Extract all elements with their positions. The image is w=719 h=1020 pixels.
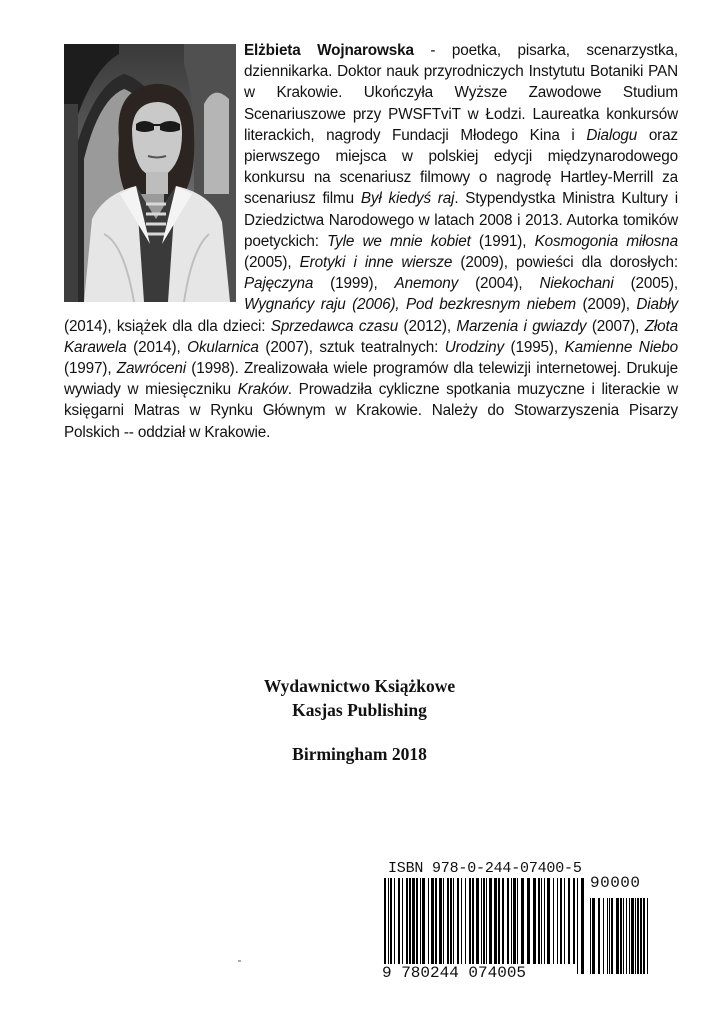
barcode-bar <box>457 878 459 964</box>
bio-segment: (1998). Zrealizowała wiele programów dla telewizji internetowej. Drukuje wywiady w miesięczniku <box>64 360 678 399</box>
barcode-addon-bar <box>607 898 608 974</box>
barcode-bar <box>483 878 485 974</box>
bio-title: Wygnańcy raju (2006), Pod bezkresnym niebem <box>244 296 576 314</box>
barcode-bars <box>378 878 653 978</box>
barcode-addon-bar <box>611 898 613 974</box>
author-name: Elżbieta Wojnarowska <box>244 42 414 59</box>
barcode-bar <box>489 878 492 964</box>
barcode-bar <box>447 878 449 964</box>
barcode-bar <box>435 878 437 964</box>
barcode-addon-bar <box>640 898 642 974</box>
barcode-digits: 9 780244 074005 <box>382 964 527 982</box>
barcode-bar <box>409 878 411 964</box>
author-bio <box>64 40 678 443</box>
bio-title: Diabły <box>636 296 678 314</box>
barcode-bar <box>521 878 524 964</box>
bio-segment: . Stypendystka Ministra Kultury i Dziedzictwa Narodowego w latach 2008 i 2013. Autorka tomików poetyckich: <box>244 190 678 250</box>
bio-segment: (2004), <box>458 275 540 293</box>
bio-segment: (1997), <box>64 360 117 378</box>
bio-title: Pajęczyna <box>244 275 314 293</box>
barcode-bar <box>544 878 545 964</box>
barcode-bar <box>398 878 400 964</box>
barcode-bar <box>443 878 444 964</box>
bio-segment: (2014), książek dla dla dzieci: <box>64 317 271 335</box>
bio-title: Kosmogonia miłosna <box>534 232 678 250</box>
bio-segment: (2014), <box>126 338 188 356</box>
bio-title: Sprzedawca czasu <box>270 317 399 335</box>
barcode-bar <box>390 878 392 964</box>
bio-title: Dialogu <box>586 126 638 144</box>
barcode-bar <box>384 878 386 974</box>
publication-place-year: Birmingham 2018 <box>292 744 427 764</box>
barcode-bar <box>428 878 429 964</box>
barcode-bar <box>573 878 575 964</box>
bio-segment: (2012), <box>398 317 457 335</box>
barcode-addon-bar <box>623 898 624 974</box>
bio-title: Urodziny <box>444 338 504 356</box>
bio-segment: (1995), <box>503 338 565 356</box>
barcode-addon-bar <box>647 898 648 974</box>
barcode-bar <box>533 878 536 964</box>
bio-segment: (1991), <box>470 232 535 250</box>
bio-segment: (1999), <box>313 275 395 293</box>
bio-title: Kamienne Niebo <box>564 338 679 356</box>
barcode-bar <box>431 878 434 964</box>
bio-segment: oraz pierwszego miejsca w polskiej edycji międzynarodowego konkursu na scenariusz filmowy o nagrodę Hartley-Merrill za scenariusz filmu <box>244 126 678 208</box>
barcode-addon-bar <box>631 898 634 974</box>
price-code: 90000 <box>590 874 641 892</box>
barcode-bar <box>450 878 452 964</box>
bio-segment: (2005), <box>244 254 300 272</box>
barcode-bar <box>527 878 530 964</box>
barcode-bar <box>412 878 415 964</box>
barcode-bar <box>461 878 462 964</box>
barcode-bar <box>557 878 558 964</box>
barcode-bar <box>581 878 584 974</box>
isbn-barcode <box>378 860 653 982</box>
barcode-bar <box>481 878 482 974</box>
barcode-bar <box>453 878 454 964</box>
barcode-addon-bar <box>598 898 600 974</box>
barcode-bar <box>476 878 479 964</box>
barcode-addon-bar <box>626 898 627 974</box>
bio-title: Tyle we mnie kobiet <box>327 232 471 250</box>
barcode-bar <box>486 878 487 964</box>
barcode-bar <box>472 878 474 964</box>
barcode-bar <box>394 878 395 964</box>
barcode-addon-bar <box>590 898 591 974</box>
barcode-bar <box>465 878 466 964</box>
photo-spacer <box>64 40 244 312</box>
bio-title: Niekochani <box>539 275 614 293</box>
barcode-addon-bar <box>635 898 636 974</box>
barcode-bar <box>388 878 389 964</box>
bio-title: Był kiedyś raj <box>360 190 455 208</box>
barcode-addon-bar <box>643 898 645 974</box>
barcode-bar <box>553 878 554 964</box>
barcode-bar <box>564 878 565 964</box>
barcode-addon-bar <box>609 898 610 974</box>
bio-title: Marzenia i gwiazdy <box>456 317 587 335</box>
barcode-bar <box>507 878 509 964</box>
barcode-addon-bar <box>603 898 604 974</box>
bio-segment: (2009), powieści dla dorosłych: <box>452 254 678 272</box>
barcode-bar <box>502 878 504 964</box>
bio-title: Zawróceni <box>116 360 186 378</box>
bio-segment: . Prowadziła cykliczne spotkania muzyczne i literackie w księgarni Matras w Rynku Głównym w Krakowie. Należy do Stowarzyszenia Pisarzy Polskich -- oddział w Krakowie. <box>64 381 678 441</box>
barcode-bar <box>420 878 421 964</box>
barcode-bar <box>517 878 518 964</box>
bio-title: Erotyki i inne wiersze <box>299 254 453 272</box>
bio-title: Anemony <box>394 275 459 293</box>
barcode-addon-bar <box>592 898 595 974</box>
barcode-bar <box>439 878 442 964</box>
barcode-bar <box>469 878 471 964</box>
barcode-addon-bar <box>629 898 630 974</box>
barcode-addon-bar <box>637 898 639 974</box>
barcode-bar <box>568 878 570 964</box>
bio-title: Złota Karawela <box>64 317 678 356</box>
barcode-bar <box>406 878 408 964</box>
bio-segment: (2005), <box>613 275 678 293</box>
barcode-bar <box>541 878 542 964</box>
publisher-name: Wydawnictwo Książkowe <box>263 676 456 696</box>
barcode-addon-bar <box>620 898 622 974</box>
barcode-bar <box>498 878 500 964</box>
bio-segment: (2007), <box>586 317 645 335</box>
bio-segment: - poetka, pisarka, scenarzystka, dziennikarka. Doktor nauk przyrodniczych Instytutu Botaniki PAN w Krakowie. Ukończyła Wyższe Zawodowe Studium Scenariuszowe przy PWSFTviT w Łodzi. Laureatka konkursów literackich, nagrody Fundacji Młodego Kina i <box>244 42 678 144</box>
barcode-bar <box>513 878 516 964</box>
barcode-bar <box>577 878 578 974</box>
barcode-bar <box>494 878 497 964</box>
barcode-bar <box>538 878 540 964</box>
barcode-bar <box>402 878 403 964</box>
print-mark <box>238 960 241 962</box>
bio-segment: (2009), <box>575 296 637 314</box>
barcode-bar <box>560 878 562 964</box>
bio-title: Okularnica <box>187 338 259 356</box>
barcode-bar <box>511 878 512 964</box>
barcode-bar <box>547 878 550 964</box>
barcode-bar <box>416 878 418 964</box>
bio-segment: (2007), sztuk teatralnych: <box>258 338 445 356</box>
publisher-imprint: Kasjas Publishing <box>292 700 427 720</box>
barcode-bar <box>422 878 425 964</box>
barcode-addon-bar <box>616 898 619 974</box>
isbn-label: ISBN 978-0-244-07400-5 <box>388 860 582 877</box>
bio-title: Kraków <box>237 381 288 399</box>
